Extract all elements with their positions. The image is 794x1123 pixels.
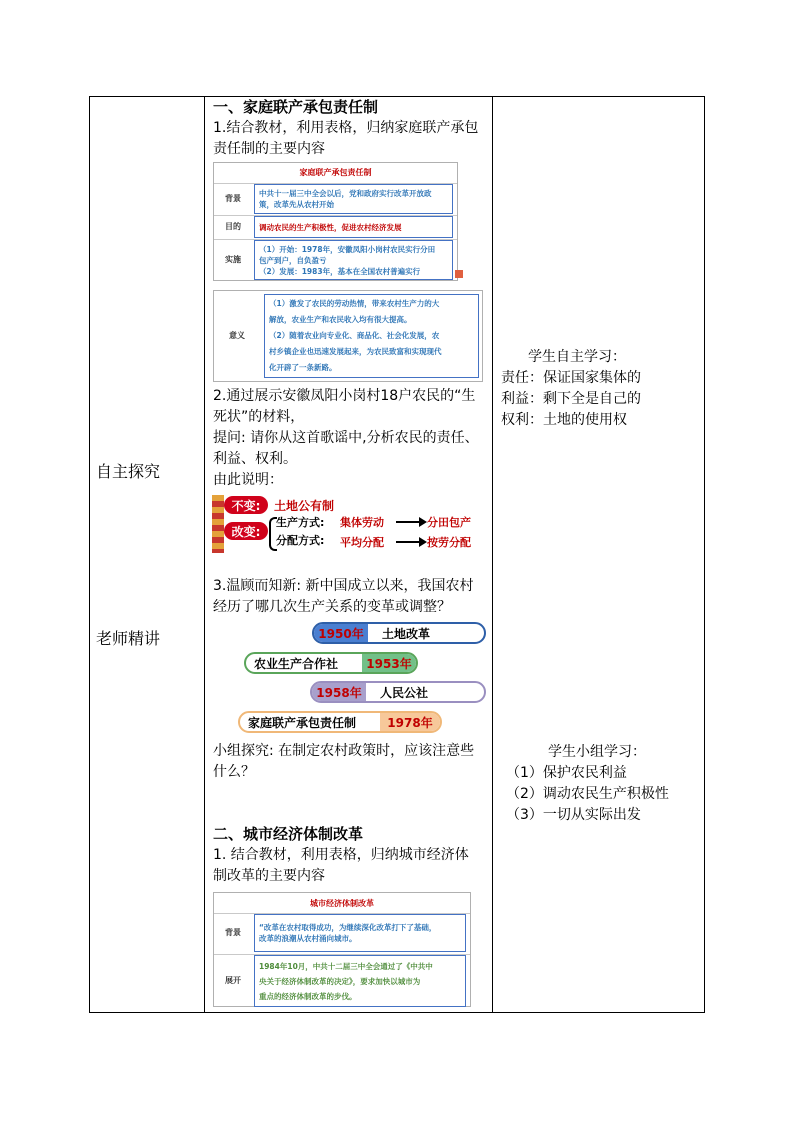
row-text: “改革在农村取得成功，为继续深化改革打下了基础， (259, 923, 437, 932)
row-text: 包产到户，自负盈亏 (259, 255, 327, 265)
row-text: 解放，农业生产和农民收入均有很大提高。 (269, 315, 412, 324)
sec1-q2-line: 死状”的材料， (213, 409, 305, 425)
row-text: 村乡镇企业也迅速发展起来，为农民致富和实现现代 (269, 347, 442, 356)
row-text: 央关于经济体制改革的决定》，要求加快以城市为 (259, 976, 421, 986)
table-household-responsibility (213, 162, 458, 281)
row-key: 目的 (225, 222, 241, 231)
row1-from: 集体劳动 (340, 516, 384, 529)
row-text: 重点的经济体制改革的步伐。 (259, 991, 357, 1001)
stage-label-teacher-lecture: 老师精讲 (96, 629, 161, 648)
sec1-q3-line: 经历了哪几次生产关系的变革或调整？ (213, 599, 451, 615)
timeline-event: 家庭联产承包责任制 (248, 715, 357, 730)
timeline-item-1953 (244, 652, 418, 674)
row-key: 实施 (225, 255, 241, 264)
sec2-q1-line: 制改革的主要内容 (213, 868, 325, 884)
timeline-event: 土地改革 (382, 626, 431, 641)
unchanged-tag: 不变: (224, 496, 268, 514)
row2-label: 分配方式: (276, 534, 325, 547)
row-value (254, 955, 466, 1007)
student-group-study-title: 学生小组学习： (548, 744, 646, 760)
timeline-year: 1978年 (380, 713, 440, 731)
timeline-item-1958 (310, 681, 486, 703)
row2-from: 平均分配 (340, 536, 384, 549)
row-value (254, 184, 453, 214)
sec1-q1-line: 1.结合教材，利用表格，归纳家庭联产承包 (213, 120, 479, 136)
stage-label-self-study: 自主探究 (96, 462, 161, 481)
row-value (264, 294, 479, 378)
row-value (254, 240, 453, 280)
student-note-line: （3）一切从实际出发 (506, 807, 641, 823)
row-text: （1）开始：1978年，安徽凤阳小岗村农民实行分田 (259, 244, 436, 254)
group-question-line: 小组探究: 在制定农村政策时，应该注意些 (213, 743, 475, 759)
table-row (214, 215, 457, 238)
sec1-q3-line: 3.温顾而知新: 新中国成立以来，我国农村 (213, 578, 474, 594)
student-note-line: 责任：保证国家集体的 (501, 370, 641, 386)
row-key: 背景 (225, 928, 241, 937)
row-key: 背景 (225, 194, 241, 203)
student-note-line: （1）保护农民利益 (506, 765, 627, 781)
timeline-year: 1950年 (314, 624, 368, 642)
section-2-title: 二、城市经济体制改革 (213, 825, 364, 843)
row-text: 调动农民的生产积极性，促进农村经济发展 (259, 222, 402, 232)
row2-to: 按劳分配 (427, 536, 471, 549)
timeline-event: 人民公社 (380, 685, 429, 700)
changed-tag: 改变: (224, 522, 268, 540)
group-question-line: 什么？ (213, 764, 255, 780)
change-diagram (210, 493, 490, 555)
row-text: 改革的浪潮从农村涌向城市。 (259, 934, 357, 943)
student-note-line: （2）调动农民生产积极性 (506, 786, 669, 802)
sec2-q1-line: 1. 结合教材，利用表格，归纳城市经济体 (213, 847, 469, 863)
sec1-q2-line: 提问: 请你从这首歌谣中,分析农民的责任、 (213, 430, 479, 446)
row1-label: 生产方式: (276, 516, 325, 529)
table-caption: 城市经济体制改革 (310, 899, 374, 908)
sec1-q1-line: 责任制的主要内容 (213, 141, 325, 157)
student-self-study-title: 学生自主学习： (528, 349, 626, 365)
table-significance (213, 290, 483, 382)
row-value (254, 216, 453, 238)
column-divider (204, 97, 205, 1012)
column-divider (492, 97, 493, 1012)
row-text: （1）激发了农民的劳动热情，带来农村生产力的大 (269, 299, 440, 308)
timeline-item-1978 (238, 711, 442, 733)
table-row (214, 954, 470, 1007)
table-row (214, 913, 470, 952)
arrow-head-icon (419, 537, 427, 547)
sec1-q2-line: 2.通过展示安徽凤阳小岗村18户农民的“生 (213, 388, 476, 404)
arrow-head-icon (419, 517, 427, 527)
row-key: 展开 (225, 976, 241, 985)
timeline-item-1950 (312, 622, 486, 644)
timeline-year: 1953年 (362, 654, 416, 672)
decoration-bar (212, 495, 224, 553)
row-text: （2）随着农业向专业化、商品化、社会化发展，农 (269, 331, 440, 340)
timeline-event: 农业生产合作社 (254, 656, 339, 671)
table-caption: 家庭联产承包责任制 (299, 168, 372, 177)
table-row (214, 239, 457, 280)
row-text: 化开辟了一条新路。 (269, 363, 337, 372)
sec1-q2-line: 由此说明： (213, 472, 283, 488)
unchanged-value: 土地公有制 (274, 499, 335, 513)
table-urban-reform (213, 892, 471, 1007)
sec1-q2-line: 利益、权利。 (213, 451, 297, 467)
student-note-line: 权利：土地的使用权 (501, 412, 627, 428)
row-key: 意义 (229, 331, 245, 340)
decoration-flag (455, 270, 463, 278)
table-row (214, 183, 457, 214)
section-1-title: 一、家庭联产承包责任制 (213, 98, 379, 116)
row-text: 中共十一届三中全会以后，党和政府实行改革开放政 (259, 189, 432, 198)
row-text: 策，改革先从农村开始 (259, 200, 334, 209)
student-note-line: 利益：剩下全是自己的 (501, 391, 641, 407)
row1-to: 分田包产 (427, 516, 471, 529)
row-text: 1984年10月，中共十二届三中全会通过了《中共中 (259, 961, 433, 971)
timeline-year: 1958年 (312, 683, 366, 701)
row-value (254, 914, 466, 952)
row-text: （2）发展：1983年，基本在全国农村普遍实行 (259, 266, 421, 276)
